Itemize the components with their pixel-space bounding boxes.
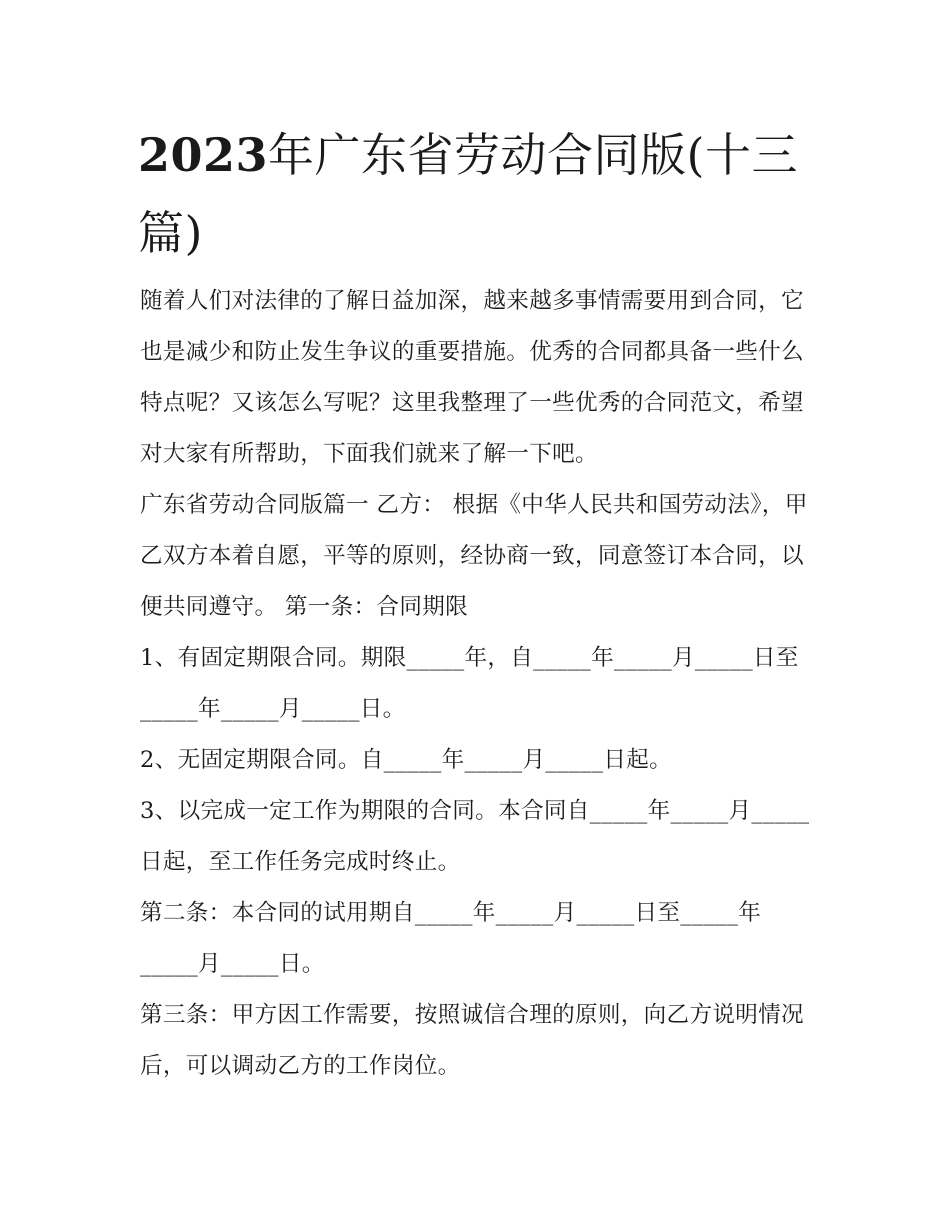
document-title [138,116,828,272]
article-3-reassignment: 第三条：甲方因工作需要，按照诚信合理的原则，向乙方说明情况后，可以调动乙方的工作岗位。 [140,1002,804,1079]
contract-preamble: 广东省劳动合同版篇一 乙方： 根据《中华人民共和国劳动法》，甲乙双方本着自愿，平等的原则，经协商一致，同意签订本合同，以便共同遵守。 第一条：合同期限 [140,492,808,620]
clause-open-term: 2、无固定期限合同。自_____年_____月_____日起。 [140,747,673,773]
title-year: 2023 [138,128,269,182]
clause-fixed-term: 1、有固定期限合同。期限_____年，自_____年_____月_____日至_____年_____月_____日。 [140,645,799,722]
document-body [140,276,815,1092]
article-2-probation: 第二条：本合同的试用期自_____年_____月_____日至_____年_____月_____日。 [140,900,762,977]
intro-paragraph: 随着人们对法律的了解日益加深，越来越多事情需要用到合同，它也是减少和防止发生争议的重要措施。优秀的合同都具备一些什么特点呢？又该怎么写呢？这里我整理了一些优秀的合同范文，希望对大家有所帮助，下面我们就来了解一下吧。 [140,288,804,467]
title-text: 年广东省劳动合同版(十三篇) [138,128,798,260]
clause-task-term: 3、以完成一定工作为期限的合同。本合同自_____年_____月_____日起，至工作任务完成时终止。 [140,798,810,875]
